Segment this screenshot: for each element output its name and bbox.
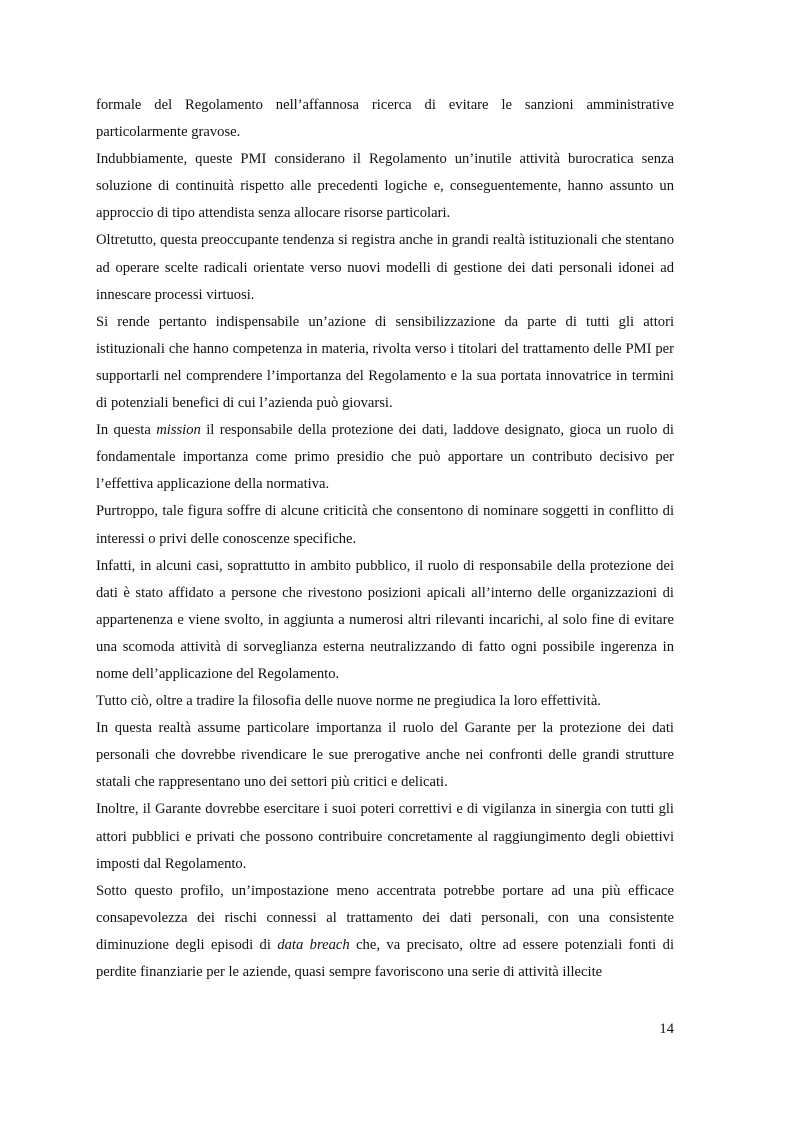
mission-term: mission — [156, 422, 201, 439]
paragraph-5 — [96, 417, 674, 498]
paragraph-10: Inoltre, il Garante dovrebbe esercitare i suoi poteri correttivi e di vigilanza in sinergia con tutti gli attori pubblici e privati che possono contribuire concretamente al raggiungimento degli obiettivi imposti dal Regolamento. — [96, 801, 674, 872]
data-breach-term: data breach — [277, 936, 350, 953]
paragraph-8: Tutto ciò, oltre a tradire la filosofia delle nuove norme ne pregiudica la loro effettività. — [96, 693, 601, 710]
paragraph-4: Si rende pertanto indispensabile un’azione di sensibilizzazione da parte di tutti gli attori istituzionali che hanno competenza in materia, rivolta verso i titolari del trattamento delle PMI per supportarli nel comprendere l’importanza del Regolamento e la sua portata innovatrice in termini di potenziali benefici di cui l’azienda può giovarsi. — [96, 313, 674, 412]
page-number: 14 — [659, 1021, 674, 1037]
paragraph-2: Indubbiamente, queste PMI considerano il Regolamento un’inutile attività burocratica senza soluzione di continuità rispetto alle precedenti logiche e, conseguentemente, hanno assunto un approccio di tipo attendista senza allocare risorse particolari. — [96, 151, 674, 222]
paragraph-11-tail: che, va precisato, oltre ad essere potenziali fonti di perdite finanziarie per le aziende, quasi sempre favoriscono una serie di attività illecite — [96, 936, 675, 980]
paragraph-5-lead: In questa — [96, 422, 151, 439]
paragraph-9: In questa realtà assume particolare importanza il ruolo del Garante per la protezione dei dati personali che dovrebbe rivendicare le sue prerogative anche nei confronti delle grandi strutture statali che rappresentano uno dei settori più critici e delicati. — [96, 720, 674, 791]
paragraph-6: Purtroppo, tale figura soffre di alcune criticità che consentono di nominare soggetti in conflitto di interessi o privi delle conoscenze specifiche. — [96, 503, 674, 547]
paragraph-3: Oltretutto, questa preoccupante tendenza si registra anche in grandi realtà istituzionali che stentano ad operare scelte radicali orientate verso nuovi modelli di gestione dei dati personali idonei ad innescare processi virtuosi. — [96, 232, 674, 303]
paragraph-11 — [96, 878, 674, 986]
body-text — [96, 92, 674, 986]
paragraph-1: formale del Regolamento nell’affannosa ricerca di evitare le sanzioni amministrative particolarmente gravose. — [96, 97, 674, 141]
paragraph-11-text: Sotto questo profilo, un’impostazione meno accentrata potrebbe portare ad una più efficace consapevolezza dei rischi connessi al trattamento dei dati personali, con una consistente diminuzione degli episodi di — [96, 882, 674, 953]
paragraph-5-text: il responsabile della protezione dei dati, laddove designato, gioca un ruolo di fondamentale importanza come primo presidio che può apportare un contributo decisivo per l’effettiva applicazione della normativa. — [96, 422, 674, 493]
paragraph-7: Infatti, in alcuni casi, soprattutto in ambito pubblico, il ruolo di responsabile della protezione dei dati è stato affidato a persone che rivestono posizioni apicali all’interno delle organizzazioni di appartenenza e viene svolto, in aggiunta a numerosi altri rilevanti incarichi, al solo fine di evitare una scomoda attività di sorveglianza esterna neutralizzando di fatto ogni possibile ingerenza in nome dell’applicazione del Regolamento. — [96, 557, 674, 682]
